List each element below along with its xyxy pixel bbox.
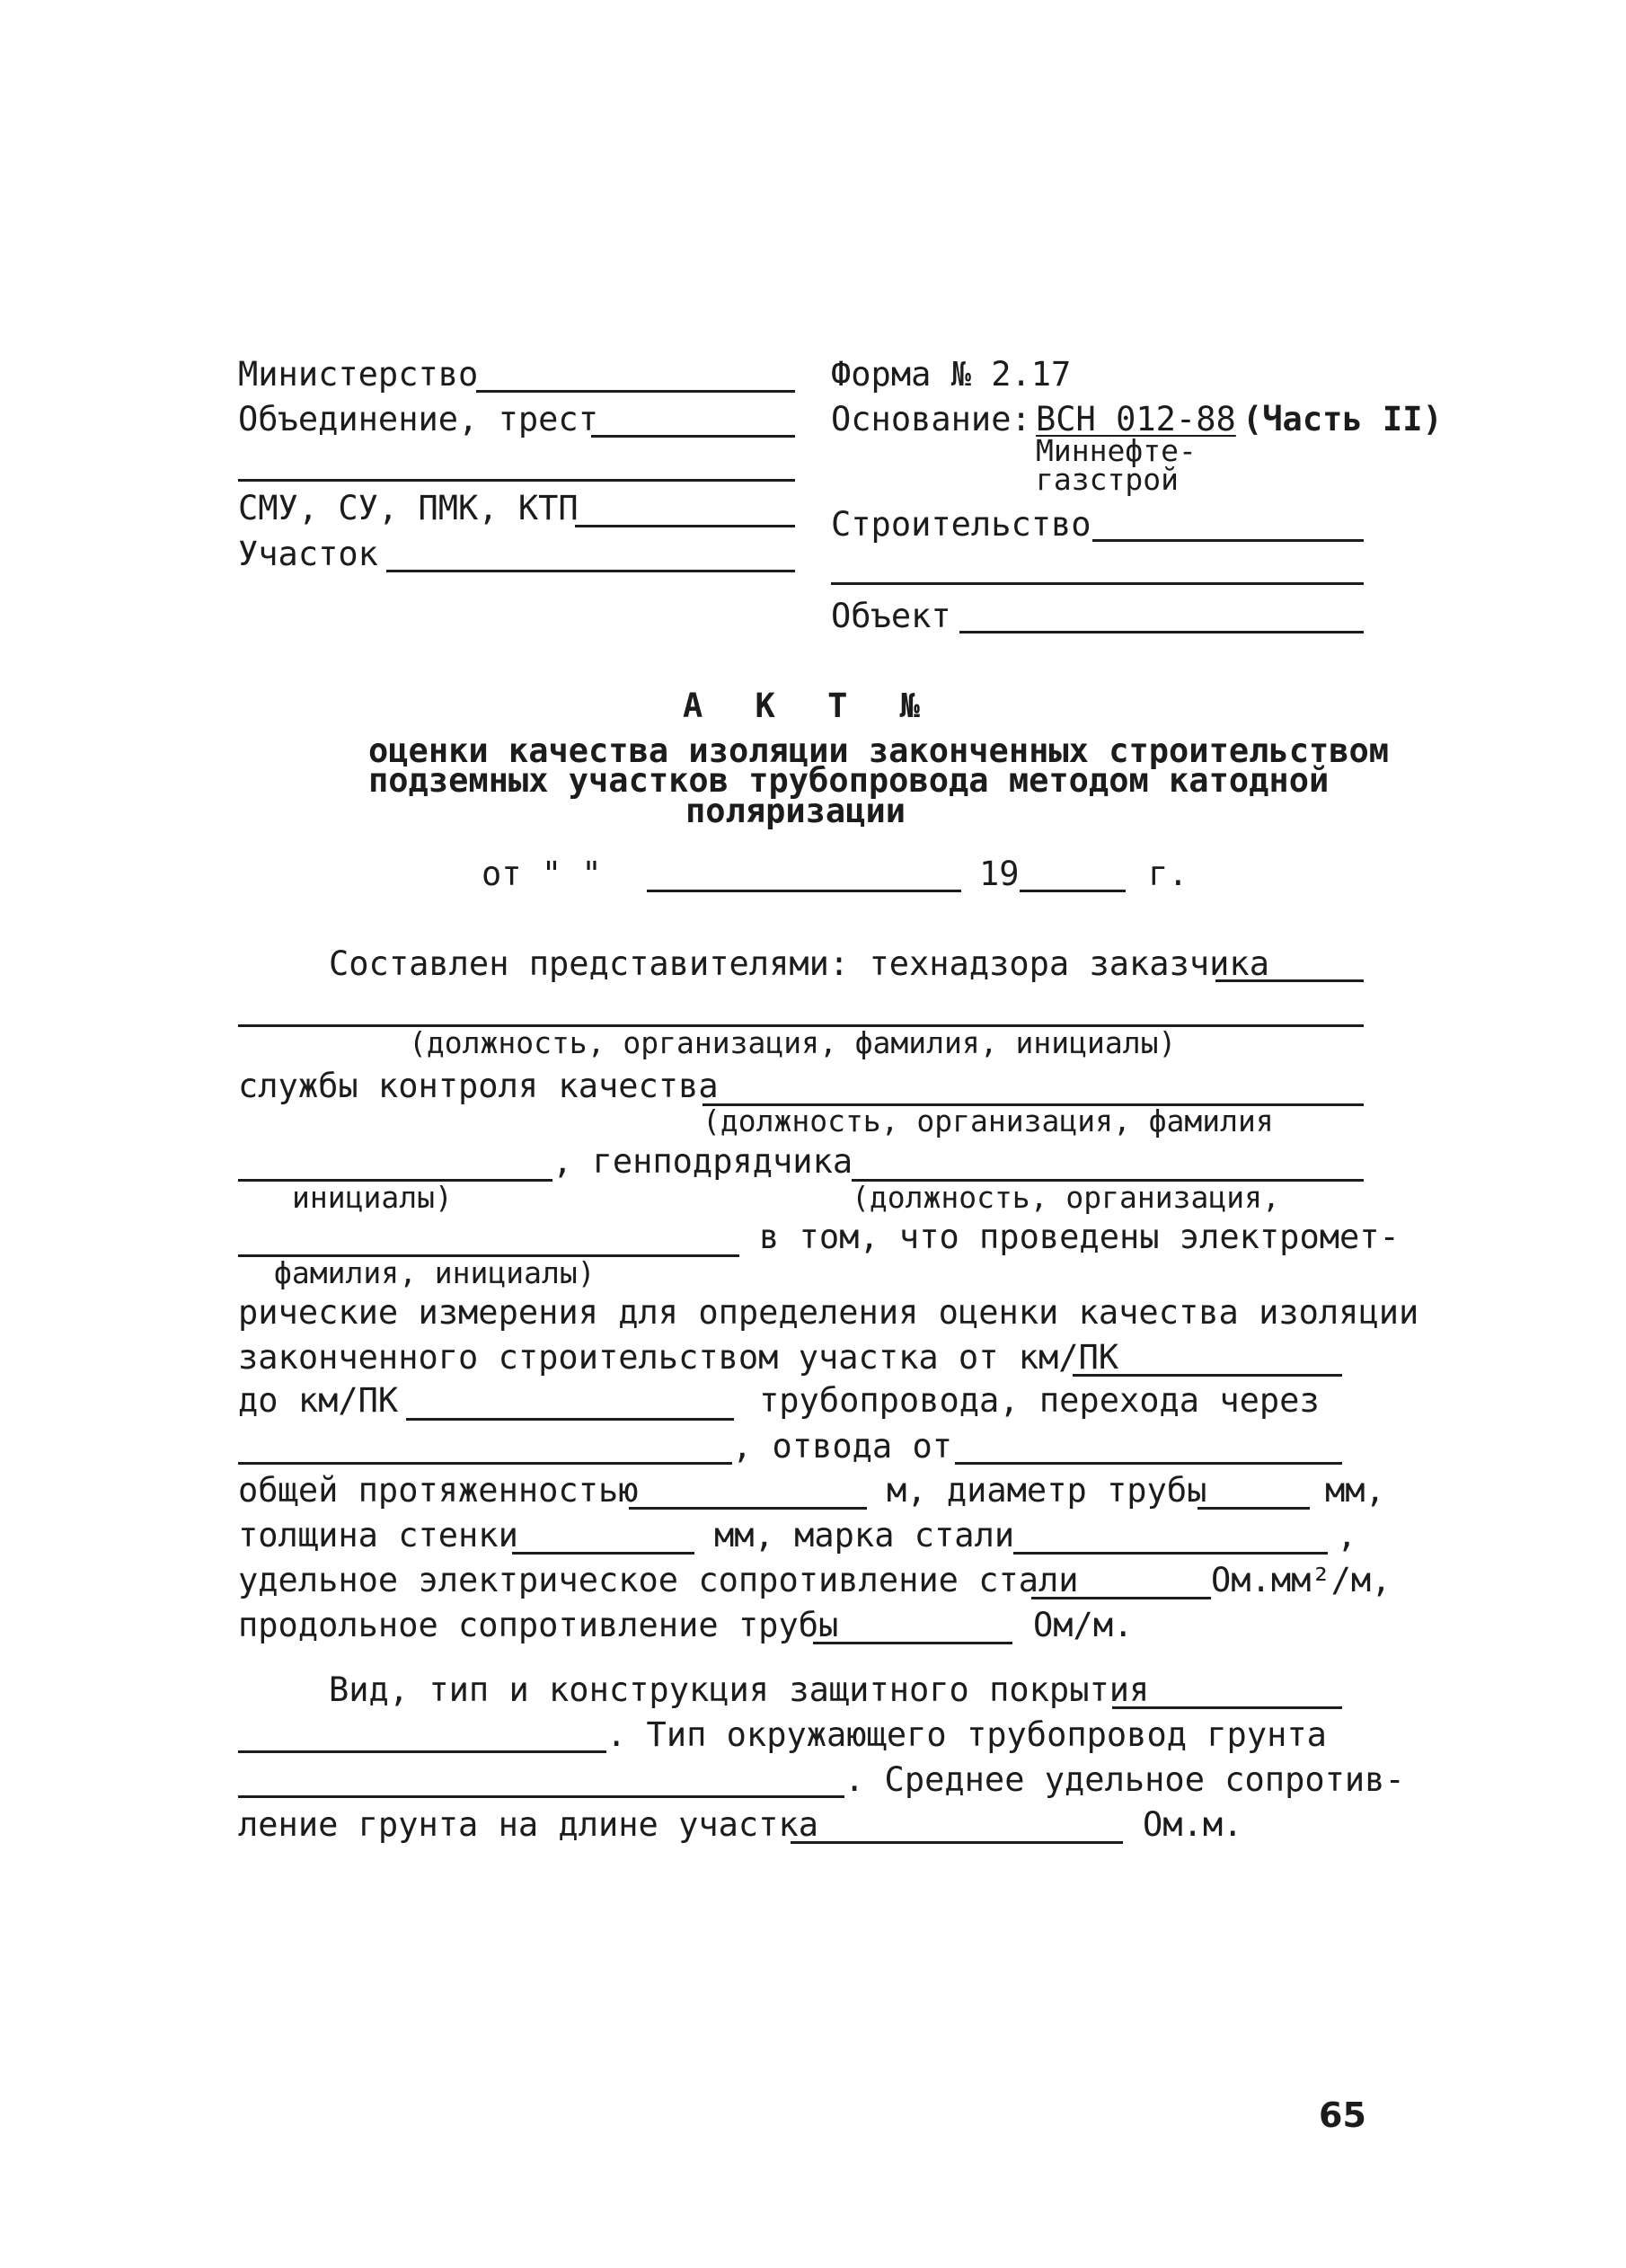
act-subtitle-line3: поляризации	[685, 792, 906, 830]
coating-field[interactable]	[1112, 1706, 1342, 1709]
association-field-2[interactable]	[238, 479, 795, 482]
diameter-label: м, диаметр трубы	[887, 1471, 1207, 1510]
steel-grade-label: мм, марка стали	[714, 1516, 1015, 1555]
soil-length-label: ление грунта на длине участка	[238, 1805, 819, 1844]
object-label: Объект	[831, 597, 951, 635]
completed-section-label: законченного строительством участка от км/ПК	[238, 1338, 1119, 1377]
act-subtitle-line1: оценки качества изоляции законченных строительством	[368, 731, 1390, 770]
to-km-label: до км/ПК	[238, 1381, 399, 1420]
caption-name-initials: фамилия, инициалы)	[274, 1255, 596, 1290]
total-length-field[interactable]	[629, 1507, 867, 1510]
basis-label: Основание:	[831, 400, 1031, 439]
crossing-field[interactable]	[238, 1462, 732, 1465]
general-contractor-label: , генподрядчика	[552, 1142, 853, 1181]
soil-type-field[interactable]	[238, 1795, 844, 1798]
composed-by: Составлен представителями: технадзора заказчика	[329, 944, 1269, 983]
avg-resistivity-label: . Среднее удельное сопротив-	[844, 1760, 1405, 1799]
act-title: А К Т №	[683, 687, 936, 725]
soil-resistivity-field[interactable]	[791, 1841, 1123, 1844]
soil-type-label: . Тип окружающего трубопровод грунта	[606, 1715, 1327, 1754]
caption-initials: инициалы)	[292, 1180, 453, 1215]
longitudinal-unit: Ом/м.	[1033, 1606, 1134, 1644]
caption-position-full: (должность, организация, фамилия, инициалы)	[409, 1025, 1177, 1060]
caption-position-org-name: (должность, организация, фамилия	[703, 1103, 1274, 1138]
year-prefix: 19	[979, 855, 1020, 893]
pipeline-crossing-label: трубопровода, перехода через	[759, 1381, 1320, 1420]
wall-thickness-label: толщина стенки	[238, 1516, 518, 1555]
page-number: 65	[1319, 2095, 1366, 2135]
steel-grade-comma: ,	[1337, 1516, 1357, 1555]
basis-org-line2: газстрой	[1036, 462, 1179, 497]
resistivity-unit: Ом.мм²/м,	[1211, 1561, 1392, 1599]
from-km-field[interactable]	[1073, 1374, 1342, 1377]
resistivity-label: удельное электрическое сопротивление стали	[238, 1561, 1079, 1599]
coating-field-2[interactable]	[238, 1750, 606, 1753]
longitudinal-field[interactable]	[813, 1642, 1012, 1644]
act-subtitle-line2: подземных участков трубопровода методом катодной	[368, 761, 1330, 800]
diameter-field[interactable]	[1197, 1507, 1310, 1510]
steel-grade-field[interactable]	[1013, 1552, 1328, 1555]
year-field[interactable]	[1020, 890, 1126, 892]
branch-from-field[interactable]	[955, 1462, 1342, 1465]
construction-field-2[interactable]	[831, 582, 1364, 585]
quality-service-label: службы контроля качества	[238, 1067, 719, 1105]
basis-org-line1: Миннефте-	[1036, 433, 1197, 468]
caption-position-org: (должность, организация,	[852, 1180, 1280, 1215]
resistivity-field[interactable]	[1031, 1597, 1211, 1599]
soil-resistivity-unit: Ом.м.	[1143, 1805, 1243, 1844]
to-km-field[interactable]	[406, 1418, 734, 1421]
ministry-field[interactable]	[476, 390, 795, 393]
year-suffix: г.	[1148, 855, 1189, 893]
form-number: Форма № 2.17	[831, 355, 1072, 394]
measurements-line: рические измерения для определения оценки качества изоляции	[238, 1293, 1419, 1332]
construction-label: Строительство	[831, 505, 1091, 544]
smu-label: СМУ, СУ, ПМК, КТП	[238, 489, 579, 527]
construction-field[interactable]	[1092, 539, 1364, 542]
coating-label: Вид, тип и конструкция защитного покрытия	[329, 1670, 1150, 1709]
section-label: Участок	[238, 535, 378, 573]
in-that-text: в том, что проведены электромет-	[759, 1218, 1400, 1256]
object-field[interactable]	[959, 631, 1364, 633]
basis-document: ВСН 012-88	[1036, 400, 1236, 439]
date-prefix: от " "	[482, 855, 602, 893]
basis-part: (Часть II)	[1242, 400, 1443, 439]
association-field[interactable]	[591, 435, 795, 438]
section-field[interactable]	[386, 570, 795, 572]
diameter-unit: мм,	[1325, 1471, 1385, 1510]
wall-thickness-field[interactable]	[512, 1552, 694, 1555]
branch-from-label: , отвода от	[732, 1427, 953, 1466]
association-label: Объединение, трест	[238, 400, 598, 439]
date-field[interactable]	[647, 890, 961, 892]
smu-field[interactable]	[575, 525, 795, 527]
longitudinal-label: продольное сопротивление трубы	[238, 1606, 839, 1644]
ministry-label: Министерство	[238, 355, 479, 394]
customer-supervision-field[interactable]	[1215, 979, 1364, 982]
total-length-label: общей протяженностью	[238, 1471, 639, 1510]
